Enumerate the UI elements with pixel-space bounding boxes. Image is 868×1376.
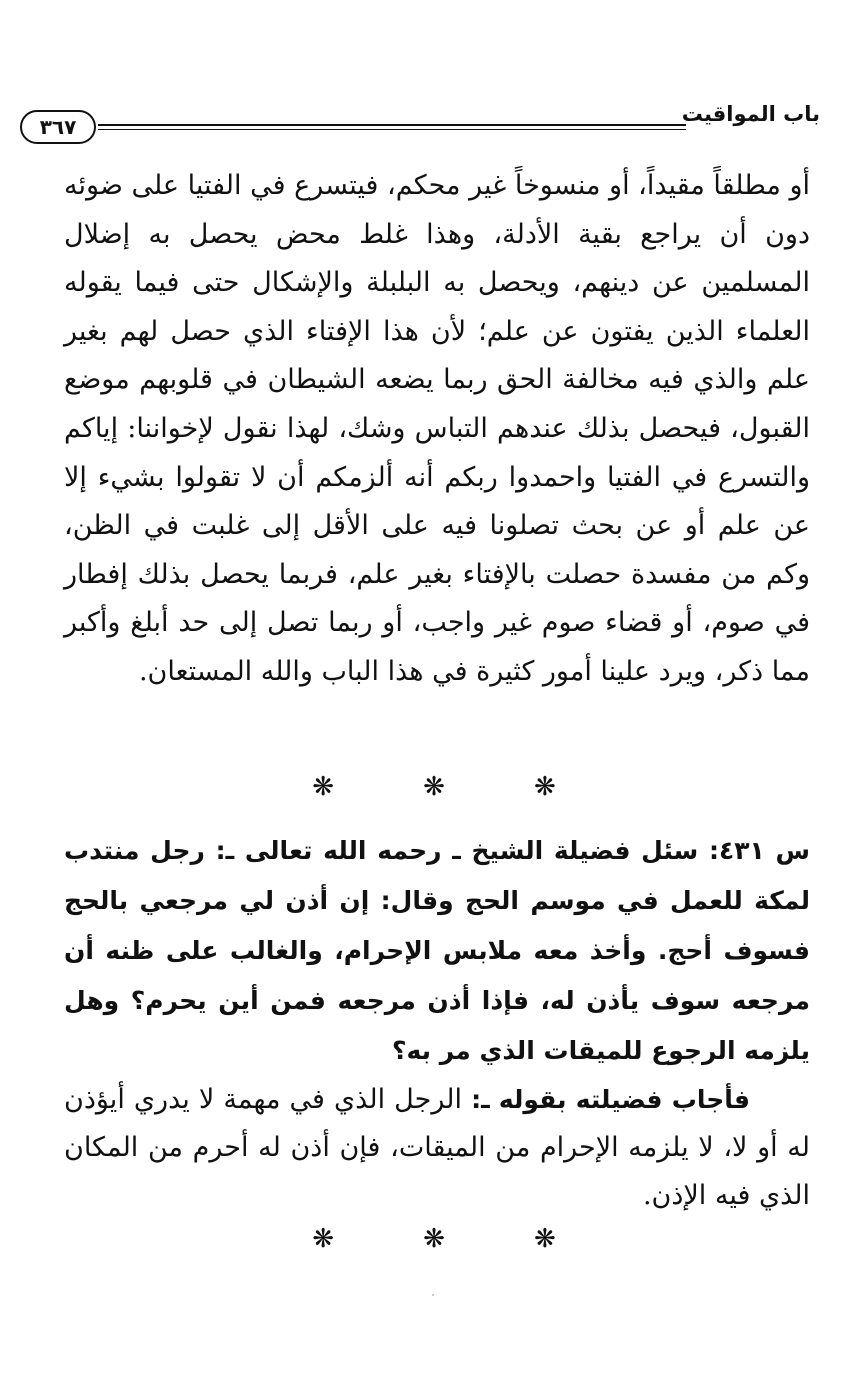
header-rule <box>98 124 686 126</box>
body-text <box>64 162 810 697</box>
answer-paragraph <box>64 1076 810 1220</box>
page-header <box>20 100 820 144</box>
question-paragraph: س ٤٣١: سئل فضيلة الشيخ ـ رحمه الله تعالى ـ: رجل منتدب لمكة للعمل في موسم الحج وقال: إن أذن لي مرجعي بالحج فسوف أحج. وأخذ معه ملابس الإحرام، والغالب على ظنه أن مرجعه سوف يأذن له، فإذا أذن مرجعه فمن أين يحرم؟ وهل يلزمه الرجوع للميقات الذي مر به؟ <box>64 836 810 1065</box>
body-paragraph: أو مطلقاً مقيداً، أو منسوخاً غير محكم، فيتسرع في الفتيا على ضوئه دون أن يراجع بقية الأدلة، وهذا غلط محض يحصل به إضلال المسلمين عن دينهم، ويحصل به البلبلة والإشكال حتى فيما يقوله العلماء الذين يفتون عن علم؛ لأن هذا الإفتاء الذي حصل لهم بغير علم والذي فيه مخالفة الحق ربما يضعه الشيطان في قلوبهم موضع القبول، فيحصل بذلك عندهم التباس وشك، لهذا نقول لإخواننا: إياكم والتسرع في الفتيا واحمدوا ربكم أنه ألزمكم أن لا تقولوا بشيء إلا عن علم أو عن بحث تصلونا فيه على الأقل إلى غلبت في الظن، وكم من مفسدة حصلت بالإفتاء بغير علم، فربما يحصل بذلك إفطار في صوم، أو قضاء صوم غير واجب، أو ربما تصل إلى حد أبلغ وأكبر مما ذكر، ويرد علينا أمور كثيرة في هذا الباب والله المستعان. <box>64 170 810 687</box>
page-speck <box>432 1294 434 1296</box>
running-title: باب المواقيت <box>681 102 820 126</box>
section-separator: ❋ ❋ ❋ <box>312 772 596 802</box>
section-separator-end: ❋ ❋ ❋ <box>312 1224 596 1254</box>
answer-text: الرجل الذي في مهمة لا يدري أيؤذن له أو لا، لا يلزمه الإحرام من الميقات، فإن أذن له أحرم من المكان الذي فيه الإذن. <box>64 1084 810 1211</box>
answer-lead: فأجاب فضيلته بقوله ـ: <box>471 1085 750 1114</box>
page-number: ٣٦٧ <box>20 110 96 144</box>
header-rule-thin <box>98 129 686 130</box>
